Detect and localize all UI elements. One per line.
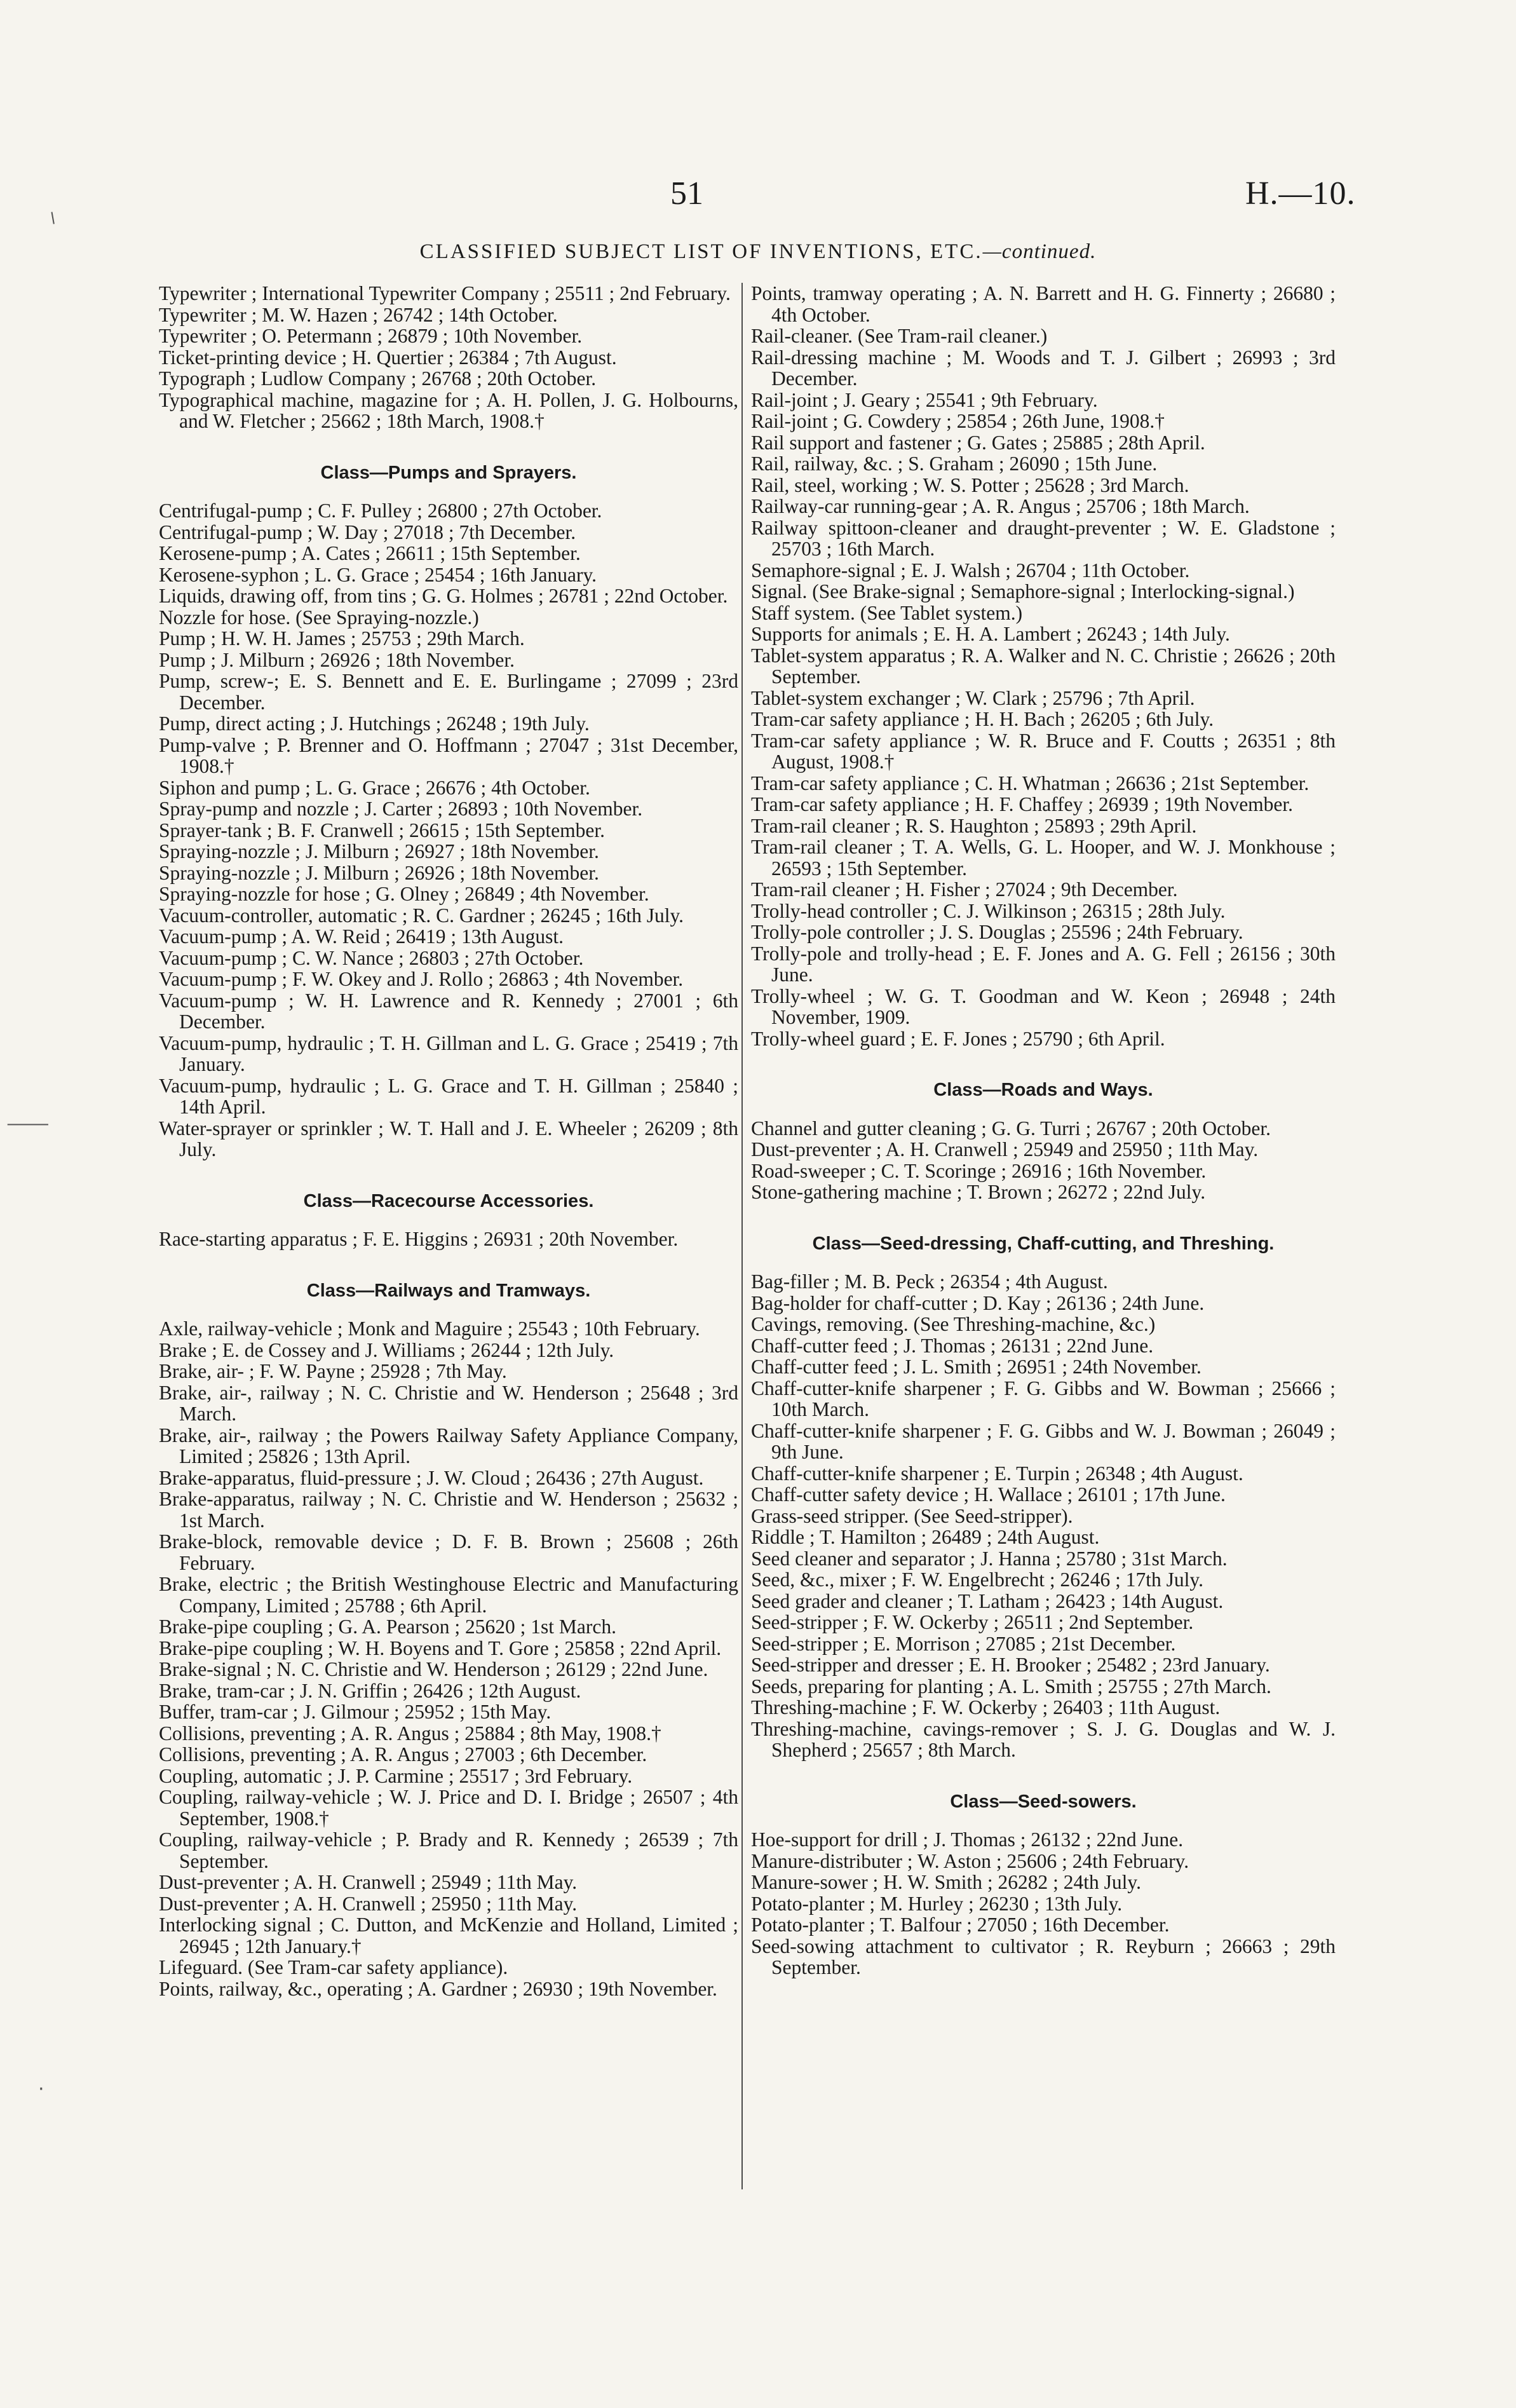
list-item: Staff system. (See Tablet system.) bbox=[751, 601, 1023, 624]
list-racecourse bbox=[159, 1228, 738, 1250]
list-item: Pump ; H. W. H. James ; 25753 ; 29th March. bbox=[159, 627, 525, 650]
list-item: Kerosene-pump ; A. Cates ; 26611 ; 15th September. bbox=[159, 542, 581, 564]
list-item: Vacuum-pump ; C. W. Nance ; 26803 ; 27th October. bbox=[159, 946, 584, 969]
list-item: Rail-cleaner. (See Tram-rail cleaner.) bbox=[751, 325, 1048, 347]
list-item: Tram-rail cleaner ; T. A. Wells, G. L. Hooper, and W. J. Monkhouse ; 26593 ; 15th September. bbox=[751, 836, 1336, 880]
list-railways-continued bbox=[751, 283, 1336, 1049]
list-item: Tram-rail cleaner ; H. Fisher ; 27024 ; 9th December. bbox=[751, 878, 1178, 901]
list-item: Coupling, automatic ; J. P. Carmine ; 25517 ; 3rd February. bbox=[159, 1764, 633, 1787]
list-item: Rail-dressing machine ; M. Woods and T. J. Gilbert ; 26993 ; 3rd December. bbox=[751, 346, 1336, 390]
list-item: Trolly-head controller ; C. J. Wilkinson ; 26315 ; 28th July. bbox=[751, 899, 1226, 922]
list-item: Brake-pipe coupling ; W. H. Boyens and T. Gore ; 25858 ; 22nd April. bbox=[159, 1636, 722, 1659]
list-item: Tram-rail cleaner ; R. S. Haughton ; 25893 ; 29th April. bbox=[751, 814, 1197, 837]
list-item: Vacuum-pump, hydraulic ; L. G. Grace and T. H. Gillman ; 25840 ; 14th April. bbox=[159, 1074, 738, 1118]
list-item: Centrifugal-pump ; C. F. Pulley ; 26800 ; 27th October. bbox=[159, 500, 602, 522]
list-item: Potato-planter ; M. Hurley ; 26230 ; 13th July. bbox=[751, 1892, 1123, 1915]
list-item: Rail support and fastener ; G. Gates ; 25885 ; 28th April. bbox=[751, 431, 1205, 454]
list-item: Typographical machine, magazine for ; A. H. Pollen, J. G. Holbourns, and W. Fletcher ; 25662 ; 18th March, 1908.† bbox=[159, 388, 738, 432]
list-item: Typewriter ; International Typewriter Company ; 25511 ; 2nd February. bbox=[159, 282, 731, 304]
list-item: Sprayer-tank ; B. F. Cranwell ; 26615 ; 15th September. bbox=[159, 819, 605, 841]
list-item: Chaff-cutter-knife sharpener ; E. Turpin ; 26348 ; 4th August. bbox=[751, 1462, 1243, 1485]
list-item: Brake ; E. de Cossey and J. Williams ; 26244 ; 12th July. bbox=[159, 1338, 614, 1361]
list-item: Trolly-wheel ; W. G. T. Goodman and W. Keon ; 26948 ; 24th November, 1909. bbox=[751, 984, 1336, 1028]
list-item: Trolly-pole controller ; J. S. Douglas ; 25596 ; 24th February. bbox=[751, 921, 1243, 943]
list-item: Kerosene-syphon ; L. G. Grace ; 25454 ; 16th January. bbox=[159, 563, 597, 586]
list-item: Seed-sowing attachment to cultivator ; R. Reyburn ; 26663 ; 29th September. bbox=[751, 1935, 1336, 1978]
list-item: Vacuum-pump ; F. W. Okey and J. Rollo ; 26863 ; 4th November. bbox=[159, 968, 684, 990]
list-item: Bag-filler ; M. B. Peck ; 26354 ; 4th August. bbox=[751, 1270, 1108, 1293]
list-item: Rail, railway, &c. ; S. Graham ; 26090 ; 15th June. bbox=[751, 452, 1158, 475]
list-item: Vacuum-pump ; A. W. Reid ; 26419 ; 13th August. bbox=[159, 925, 564, 948]
list-item: Riddle ; T. Hamilton ; 26489 ; 24th August. bbox=[751, 1526, 1100, 1548]
list-item: Liquids, drawing off, from tins ; G. G. Holmes ; 26781 ; 22nd October. bbox=[159, 585, 728, 607]
list-item: Supports for animals ; E. H. A. Lambert ; 26243 ; 14th July. bbox=[751, 623, 1230, 645]
list-intro bbox=[159, 283, 738, 432]
section-heading-racecourse: Class—Racecourse Accessories. bbox=[303, 1190, 594, 1211]
list-item: Signal. (See Brake-signal ; Semaphore-signal ; Interlocking-signal.) bbox=[751, 580, 1295, 602]
list-item: Threshing-machine, cavings-remover ; S. J. G. Douglas and W. J. Shepherd ; 25657 ; 8th March. bbox=[751, 1717, 1336, 1761]
margin-mark: ⸌ bbox=[36, 206, 64, 238]
list-item: Seeds, preparing for planting ; A. L. Smith ; 25755 ; 27th March. bbox=[751, 1675, 1271, 1697]
list-item: Spraying-nozzle for hose ; G. Olney ; 26849 ; 4th November. bbox=[159, 883, 649, 905]
list-item: Threshing-machine ; F. W. Ockerby ; 26403 ; 11th August. bbox=[751, 1696, 1221, 1718]
list-item: Channel and gutter cleaning ; G. G. Turri ; 26767 ; 20th October. bbox=[751, 1117, 1271, 1139]
list-item: Tram-car safety appliance ; H. H. Bach ; 26205 ; 6th July. bbox=[751, 708, 1214, 730]
list-item: Rail-joint ; J. Geary ; 25541 ; 9th February. bbox=[751, 388, 1098, 411]
list-item: Collisions, preventing ; A. R. Angus ; 27003 ; 6th December. bbox=[159, 1743, 647, 1765]
list-item: Axle, railway-vehicle ; Monk and Maguire ; 25543 ; 10th February. bbox=[159, 1317, 700, 1340]
list-item: Rail-joint ; G. Cowdery ; 25854 ; 26th June, 1908.† bbox=[751, 410, 1165, 432]
list-item: Typewriter ; O. Petermann ; 26879 ; 10th November. bbox=[159, 325, 583, 347]
section-heading-pumps: Class—Pumps and Sprayers. bbox=[320, 462, 577, 483]
page-reference: H.—10. bbox=[1245, 175, 1356, 212]
list-item: Ticket-printing device ; H. Quertier ; 26384 ; 7th August. bbox=[159, 346, 617, 369]
list-item: Coupling, railway-vehicle ; P. Brady and R. Kennedy ; 26539 ; 7th September. bbox=[159, 1828, 738, 1872]
list-item: Pump ; J. Milburn ; 26926 ; 18th November. bbox=[159, 648, 515, 671]
list-item: Collisions, preventing ; A. R. Angus ; 25884 ; 8th May, 1908.† bbox=[159, 1722, 661, 1745]
list-item: Semaphore-signal ; E. J. Walsh ; 26704 ; 11th October. bbox=[751, 559, 1190, 582]
running-head-title: CLASSIFIED SUBJECT LIST OF INVENTIONS, ETC. bbox=[419, 240, 983, 263]
list-seed bbox=[751, 1271, 1336, 1761]
list-item: Chaff-cutter feed ; J. Thomas ; 26131 ; 22nd June. bbox=[751, 1334, 1154, 1357]
list-item: Seed cleaner and separator ; J. Hanna ; 25780 ; 31st March. bbox=[751, 1547, 1228, 1570]
list-item: Rail, steel, working ; W. S. Potter ; 25628 ; 3rd March. bbox=[751, 473, 1189, 496]
list-item: Pump, screw-; E. S. Bennett and E. E. Burlingame ; 27099 ; 23rd December. bbox=[159, 670, 738, 714]
list-item: Vacuum-pump, hydraulic ; T. H. Gillman and L. G. Grace ; 25419 ; 7th January. bbox=[159, 1031, 738, 1075]
list-item: Water-sprayer or sprinkler ; W. T. Hall and J. E. Wheeler ; 26209 ; 8th July. bbox=[159, 1117, 738, 1160]
list-item: Centrifugal-pump ; W. Day ; 27018 ; 7th December. bbox=[159, 520, 576, 543]
list-item: Tablet-system exchanger ; W. Clark ; 25796 ; 7th April. bbox=[751, 686, 1195, 709]
section-heading-sowers: Class—Seed-sowers. bbox=[950, 1791, 1137, 1812]
list-item: Manure-distributer ; W. Aston ; 25606 ; 24th February. bbox=[751, 1849, 1189, 1872]
list-railways bbox=[159, 1318, 738, 1999]
margin-mark: ⸺ bbox=[6, 1108, 50, 1138]
list-item: Brake-block, removable device ; D. F. B. Brown ; 25608 ; 26th February. bbox=[159, 1530, 738, 1574]
list-item: Spraying-nozzle ; J. Milburn ; 26927 ; 18th November. bbox=[159, 840, 599, 862]
left-column bbox=[159, 283, 738, 1999]
list-item: Tram-car safety appliance ; H. F. Chaffey ; 26939 ; 19th November. bbox=[751, 793, 1294, 815]
list-item: Chaff-cutter-knife sharpener ; F. G. Gibbs and W. J. Bowman ; 26049 ; 9th June. bbox=[751, 1419, 1336, 1463]
list-item: Spray-pump and nozzle ; J. Carter ; 26893 ; 10th November. bbox=[159, 798, 643, 820]
list-item: Pump-valve ; P. Brenner and O. Hoffmann ; 27047 ; 31st December, 1908.† bbox=[159, 733, 738, 777]
list-pumps bbox=[159, 500, 738, 1160]
list-item: Chaff-cutter feed ; J. L. Smith ; 26951 ; 24th November. bbox=[751, 1356, 1201, 1378]
list-item: Grass-seed stripper. (See Seed-stripper). bbox=[751, 1504, 1073, 1527]
list-item: Trolly-pole and trolly-head ; E. F. Jones and A. G. Fell ; 26156 ; 30th June. bbox=[751, 942, 1336, 986]
list-item: Brake, electric ; the British Westinghouse Electric and Manufacturing Company, Limited ; 25788 ; 6th April. bbox=[159, 1573, 738, 1617]
list-item: Trolly-wheel guard ; E. F. Jones ; 25790 ; 6th April. bbox=[751, 1027, 1165, 1050]
list-item: Vacuum-pump ; W. H. Lawrence and R. Kennedy ; 27001 ; 6th December. bbox=[159, 989, 738, 1033]
list-item: Railway-car running-gear ; A. R. Angus ; 25706 ; 18th March. bbox=[751, 495, 1250, 517]
list-item: Siphon and pump ; L. G. Grace ; 26676 ; 4th October. bbox=[159, 776, 590, 799]
running-head-suffix: —continued. bbox=[982, 240, 1097, 263]
list-sowers bbox=[751, 1829, 1336, 1978]
list-item: Dust-preventer ; A. H. Cranwell ; 25949 and 25950 ; 11th May. bbox=[751, 1138, 1259, 1160]
list-item: Seed-stripper ; F. W. Ockerby ; 26511 ; 2nd September. bbox=[751, 1611, 1194, 1633]
page-number: 51 bbox=[670, 175, 703, 212]
right-column bbox=[751, 283, 1336, 1978]
column-divider bbox=[741, 283, 743, 2189]
running-head bbox=[0, 240, 1516, 264]
list-item: Seed grader and cleaner ; T. Latham ; 26423 ; 14th August. bbox=[751, 1589, 1224, 1612]
list-item: Interlocking signal ; C. Dutton, and McKenzie and Holland, Limited ; 26945 ; 12th January.† bbox=[159, 1914, 738, 1957]
list-item: Brake, air- ; F. W. Payne ; 25928 ; 7th May. bbox=[159, 1360, 507, 1382]
section-heading-seed: Class—Seed-dressing, Chaff-cutting, and Threshing. bbox=[812, 1233, 1275, 1254]
list-item: Brake, air-, railway ; the Powers Railway Safety Appliance Company, Limited ; 25826 ; 13th April. bbox=[159, 1424, 738, 1467]
list-item: Vacuum-controller, automatic ; R. C. Gardner ; 26245 ; 16th July. bbox=[159, 904, 684, 927]
list-item: Typograph ; Ludlow Company ; 26768 ; 20th October. bbox=[159, 367, 597, 390]
list-item: Hoe-support for drill ; J. Thomas ; 26132 ; 22nd June. bbox=[751, 1828, 1184, 1851]
list-item: Brake, air-, railway ; N. C. Christie and W. Henderson ; 25648 ; 3rd March. bbox=[159, 1381, 738, 1425]
list-item: Brake-signal ; N. C. Christie and W. Henderson ; 26129 ; 22nd June. bbox=[159, 1658, 708, 1680]
list-item: Chaff-cutter-knife sharpener ; F. G. Gibbs and W. Bowman ; 25666 ; 10th March. bbox=[751, 1377, 1336, 1420]
list-item: Manure-sower ; H. W. Smith ; 26282 ; 24th July. bbox=[751, 1871, 1141, 1893]
list-item: Coupling, railway-vehicle ; W. J. Price and D. I. Bridge ; 26507 ; 4th September, 1908.† bbox=[159, 1786, 738, 1830]
list-item: Tram-car safety appliance ; C. H. Whatman ; 26636 ; 21st September. bbox=[751, 772, 1310, 794]
list-item: Nozzle for hose. (See Spraying-nozzle.) bbox=[159, 606, 479, 629]
list-item: Tram-car safety appliance ; W. R. Bruce and F. Coutts ; 26351 ; 8th August, 1908.† bbox=[751, 729, 1336, 773]
list-item: Lifeguard. (See Tram-car safety appliance). bbox=[159, 1956, 508, 1978]
section-heading-roads: Class—Roads and Ways. bbox=[933, 1080, 1153, 1100]
list-item: Bag-holder for chaff-cutter ; D. Kay ; 26136 ; 24th June. bbox=[751, 1291, 1205, 1314]
list-item: Brake-pipe coupling ; G. A. Pearson ; 25620 ; 1st March. bbox=[159, 1616, 617, 1638]
list-item: Stone-gathering machine ; T. Brown ; 26272 ; 22nd July. bbox=[751, 1181, 1206, 1203]
list-item: Cavings, removing. (See Threshing-machine, &c.) bbox=[751, 1313, 1156, 1335]
list-item: Points, railway, &c., operating ; A. Gardner ; 26930 ; 19th November. bbox=[159, 1977, 717, 2000]
list-item: Buffer, tram-car ; J. Gilmour ; 25952 ; 15th May. bbox=[159, 1701, 552, 1723]
list-item: Dust-preventer ; A. H. Cranwell ; 25949 ; 11th May. bbox=[159, 1871, 578, 1893]
list-roads bbox=[751, 1118, 1336, 1203]
list-item: Brake, tram-car ; J. N. Griffin ; 26426 ; 12th August. bbox=[159, 1679, 581, 1702]
list-item: Road-sweeper ; C. T. Scoringe ; 26916 ; 16th November. bbox=[751, 1159, 1207, 1182]
list-item: Railway spittoon-cleaner and draught-preventer ; W. E. Gladstone ; 25703 ; 16th March. bbox=[751, 516, 1336, 560]
list-item: Potato-planter ; T. Balfour ; 27050 ; 16th December. bbox=[751, 1914, 1170, 1936]
list-item: Race-starting apparatus ; F. E. Higgins ; 26931 ; 20th November. bbox=[159, 1228, 679, 1250]
list-item: Tablet-system apparatus ; R. A. Walker and N. C. Christie ; 26626 ; 20th September. bbox=[751, 644, 1336, 688]
list-item: Seed-stripper ; E. Morrison ; 27085 ; 21st December. bbox=[751, 1632, 1176, 1655]
list-item: Chaff-cutter safety device ; H. Wallace ; 26101 ; 17th June. bbox=[751, 1483, 1226, 1506]
list-item: Brake-apparatus, railway ; N. C. Christie and W. Henderson ; 25632 ; 1st March. bbox=[159, 1488, 738, 1532]
section-heading-railways: Class—Railways and Tramways. bbox=[306, 1280, 591, 1301]
list-item: Pump, direct acting ; J. Hutchings ; 26248 ; 19th July. bbox=[159, 712, 590, 735]
list-item: Dust-preventer ; A. H. Cranwell ; 25950 ; 11th May. bbox=[159, 1892, 578, 1915]
margin-mark: · bbox=[38, 2078, 44, 2100]
list-item: Brake-apparatus, fluid-pressure ; J. W. Cloud ; 26436 ; 27th August. bbox=[159, 1466, 704, 1489]
list-item: Typewriter ; M. W. Hazen ; 26742 ; 14th October. bbox=[159, 303, 558, 326]
list-item: Spraying-nozzle ; J. Milburn ; 26926 ; 18th November. bbox=[159, 861, 599, 884]
list-item: Seed-stripper and dresser ; E. H. Brooker ; 25482 ; 23rd January. bbox=[751, 1654, 1270, 1676]
list-item: Seed, &c., mixer ; F. W. Engelbrecht ; 26246 ; 17th July. bbox=[751, 1568, 1203, 1591]
list-item: Points, tramway operating ; A. N. Barrett and H. G. Finnerty ; 26680 ; 4th October. bbox=[751, 282, 1336, 326]
